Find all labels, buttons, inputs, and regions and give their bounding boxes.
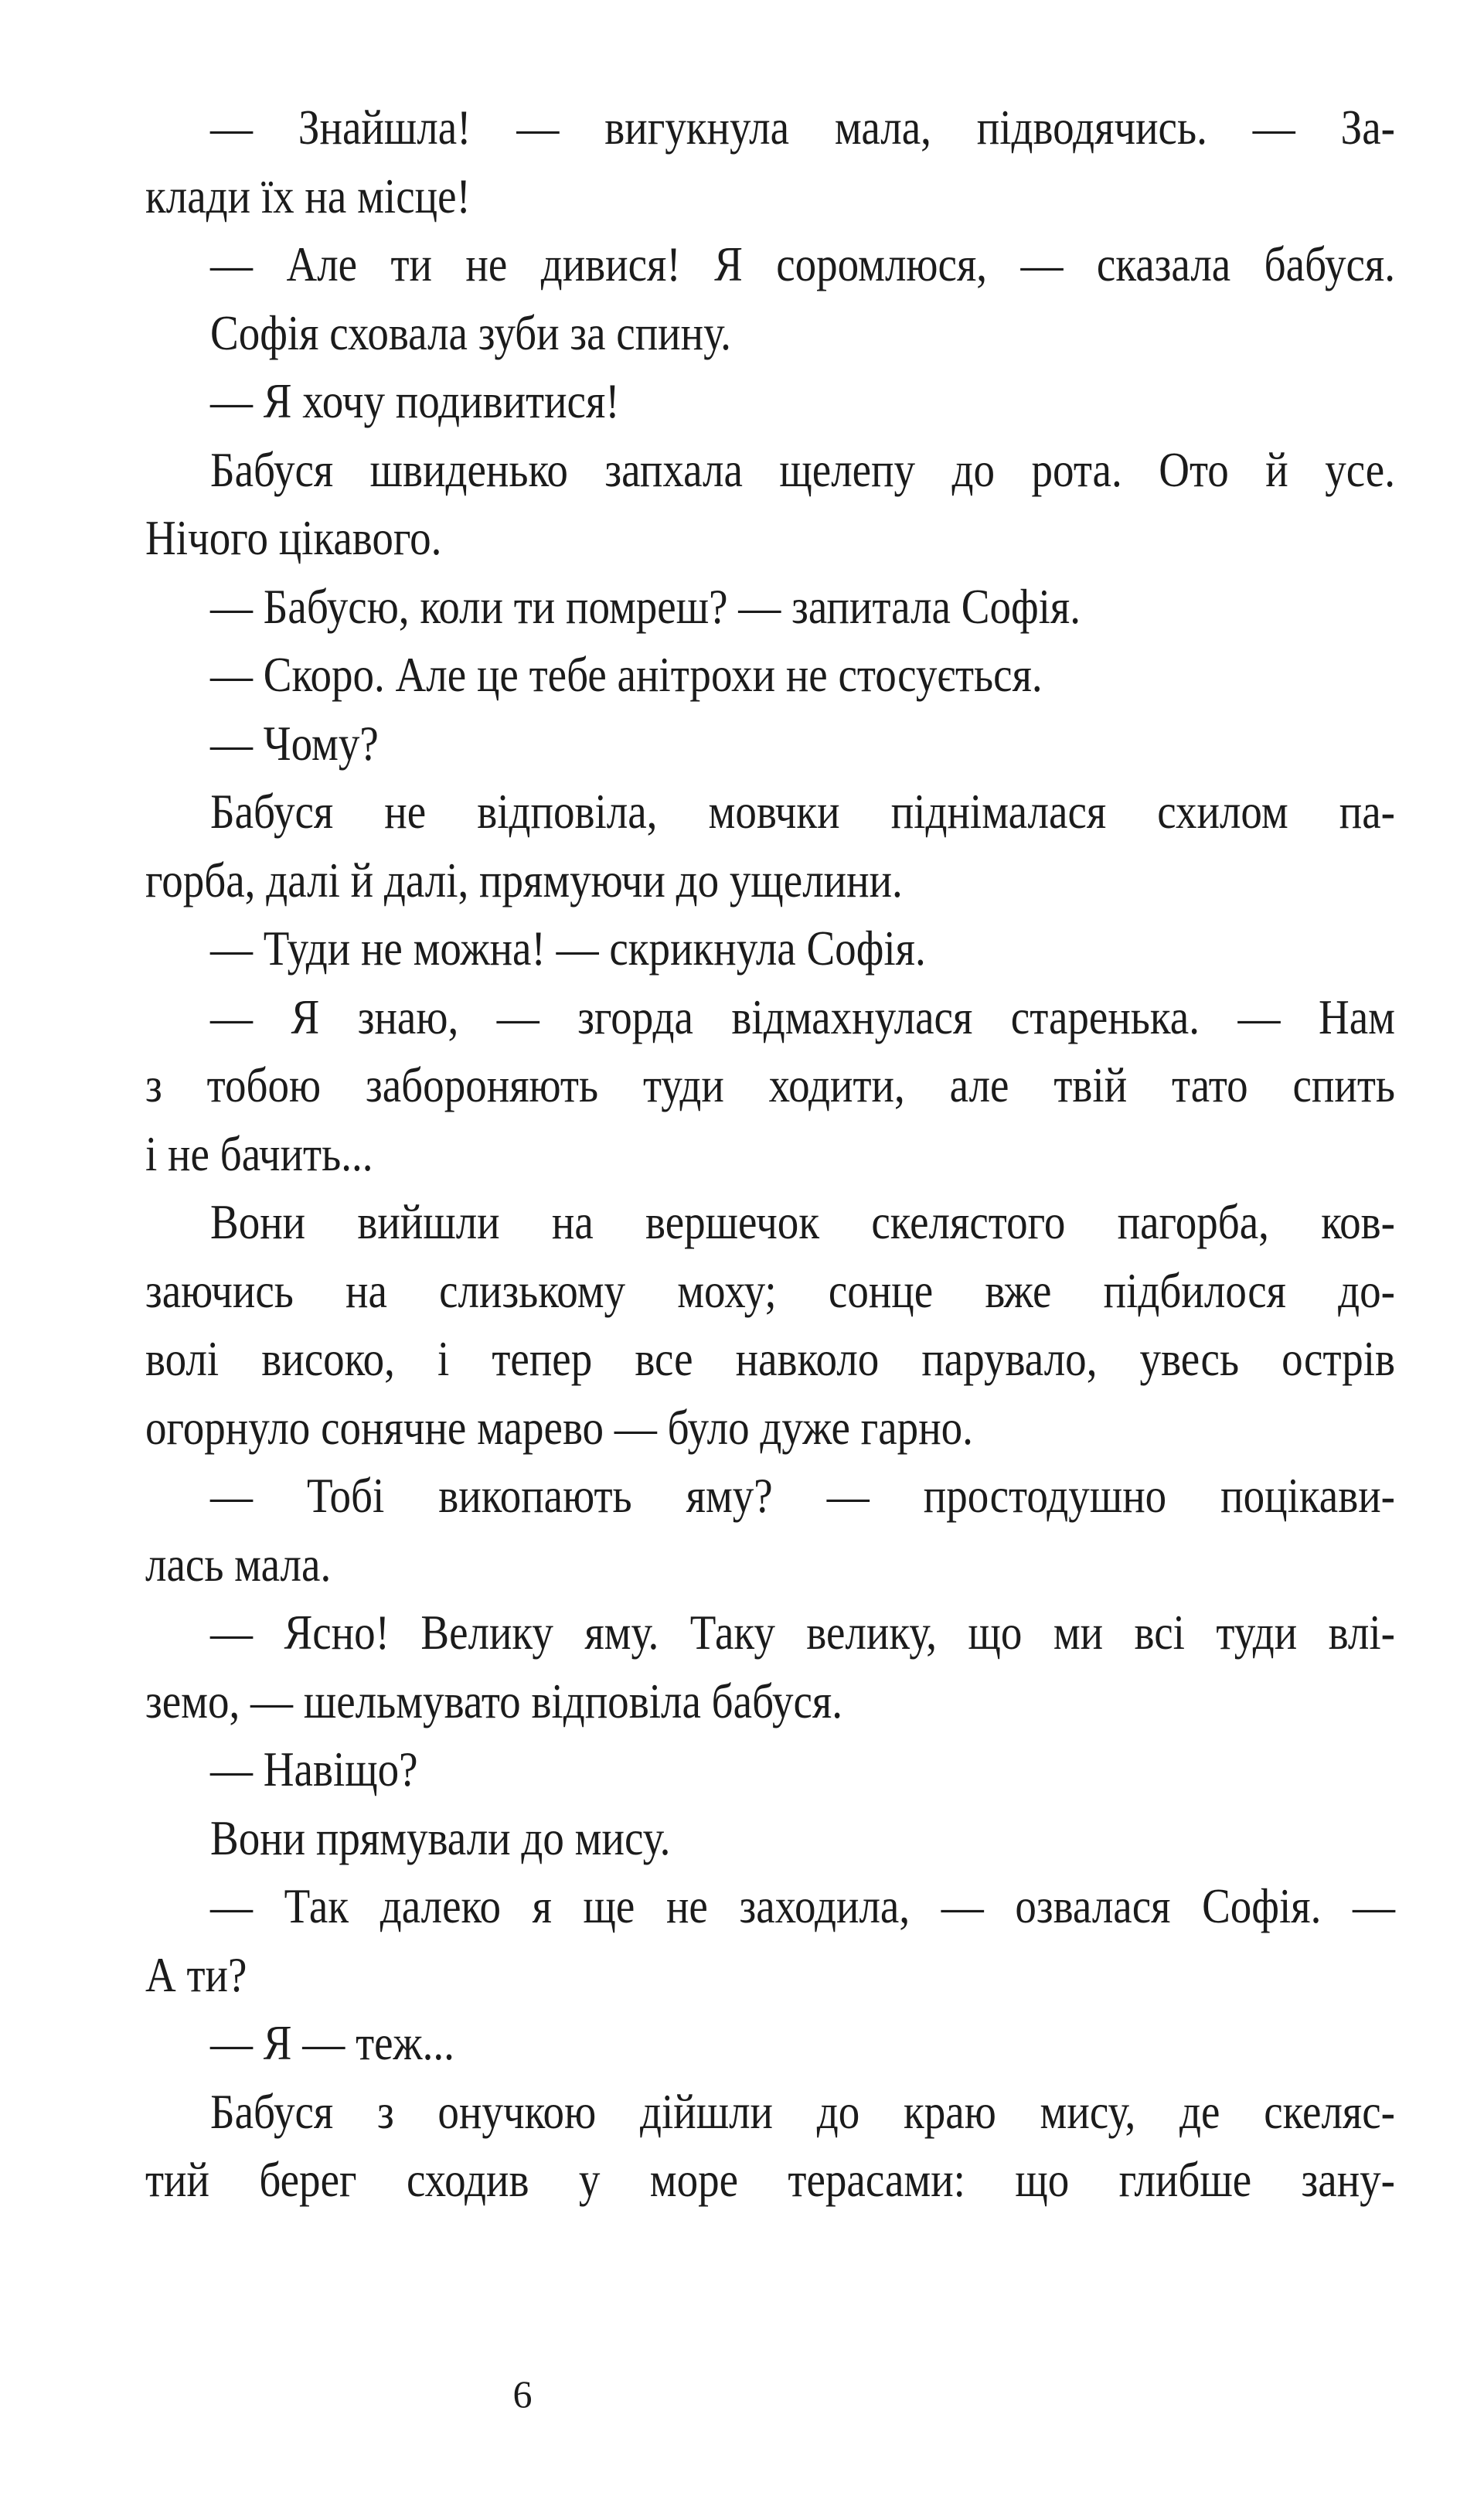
- text-line: [145, 914, 1395, 983]
- text-line-content: лась мала.: [145, 1536, 332, 1592]
- text-line-content: Вони прямували до мису.: [210, 1810, 671, 1865]
- text-line-content: — Я хочу подивитися!: [210, 373, 620, 428]
- text-line-content: Бабуся швиденько запхала щелепу до рота. Ото й усе.: [210, 441, 1396, 497]
- text-line-content: — Я знаю, — згорда відмахнулася старенька. — Нам: [210, 989, 1396, 1044]
- text-line: [145, 1599, 1395, 1667]
- text-line: [145, 778, 1395, 846]
- text-line-content: — Бабусю, коли ти помреш? — запитала Софія.: [210, 578, 1081, 634]
- text-line-content: тий берег сходив у море терасами: що глибше зану-: [145, 2152, 1396, 2207]
- text-line: [145, 504, 1395, 573]
- text-line-content: — Я — теж...: [210, 2015, 454, 2070]
- text-line-content: з тобою забороняють туди ходити, але твій тато спить: [145, 1057, 1396, 1112]
- text-line: [145, 299, 1395, 368]
- text-line: [145, 1051, 1395, 1120]
- text-line-content: — Але ти не дивися! Я соромлюся, — сказала бабуся.: [210, 237, 1396, 291]
- text-line: [145, 1188, 1395, 1257]
- text-line-content: А ти?: [145, 1946, 247, 2002]
- text-line-content: заючись на слизькому моху; сонце вже підбилося до-: [145, 1262, 1396, 1318]
- text-line: [145, 1325, 1395, 1394]
- text-line: [145, 573, 1395, 642]
- text-line: [145, 2078, 1395, 2147]
- text-line: [145, 1804, 1395, 1873]
- text-line-content: — Туди не можна! — скрикнула Софія.: [210, 921, 926, 976]
- text-line-content: — Ясно! Велику яму. Таку велику, що ми всі туди влі-: [210, 1605, 1396, 1660]
- text-line-content: — Скоро. Але це тебе анітрохи не стосується.: [210, 647, 1043, 702]
- text-line: [145, 1531, 1395, 1599]
- text-line-content: Софія сховала зуби за спину.: [210, 305, 731, 360]
- text-line: [145, 1257, 1395, 1326]
- text-line-content: — Так далеко я ще не заходила, — озвалася Софія. —: [210, 1878, 1396, 1933]
- text-line: [145, 367, 1395, 436]
- text-line: [145, 2146, 1395, 2215]
- text-line-content: Вони вийшли на вершечок скелястого пагорба, ков-: [210, 1194, 1396, 1249]
- text-line-content: горба, далі й далі, прямуючи до ущелини.: [145, 852, 903, 908]
- text-line: [145, 983, 1395, 1052]
- text-line: [145, 641, 1395, 710]
- text-line: [145, 2009, 1395, 2078]
- text-line: [145, 1462, 1395, 1531]
- text-line-content: — Навіщо?: [210, 1742, 418, 1796]
- text-line: [145, 1872, 1395, 1941]
- text-line-content: — Чому?: [210, 715, 379, 771]
- text-line: [145, 162, 1395, 231]
- text-line: [145, 230, 1395, 299]
- text-line: [145, 846, 1395, 915]
- text-line-content: і не бачить...: [145, 1125, 373, 1181]
- text-line: [145, 1394, 1395, 1463]
- text-line: [145, 94, 1395, 162]
- text-line-content: волі високо, і тепер все навколо парувало, увесь острів: [145, 1331, 1396, 1386]
- text-line-content: Бабуся не відповіла, мовчки піднімалася схилом па-: [210, 784, 1396, 839]
- text-line: [145, 436, 1395, 505]
- text-line-content: Нічого цікавого.: [145, 510, 442, 565]
- text-line: [145, 1941, 1395, 2010]
- text-line-content: огорнуло сонячне марево — було дуже гарно.: [145, 1399, 973, 1455]
- text-line-content: клади їх на місце!: [145, 168, 471, 223]
- text-line: [145, 710, 1395, 778]
- text-line-content: — Тобі викопають яму? — простодушно поцікави-: [210, 1468, 1396, 1523]
- text-line: [145, 1735, 1395, 1804]
- body-text: [145, 94, 1395, 2215]
- text-line: [145, 1667, 1395, 1736]
- text-line-content: земо, — шельмувато відповіла бабуся.: [145, 1673, 843, 1728]
- text-line: [145, 1120, 1395, 1189]
- text-line-content: Бабуся з онучкою дійшли до краю мису, де скеляс-: [210, 2083, 1396, 2139]
- page-number: 6: [512, 2372, 533, 2416]
- text-line-content: — Знайшла! — вигукнула мала, підводячись. — За-: [210, 100, 1396, 155]
